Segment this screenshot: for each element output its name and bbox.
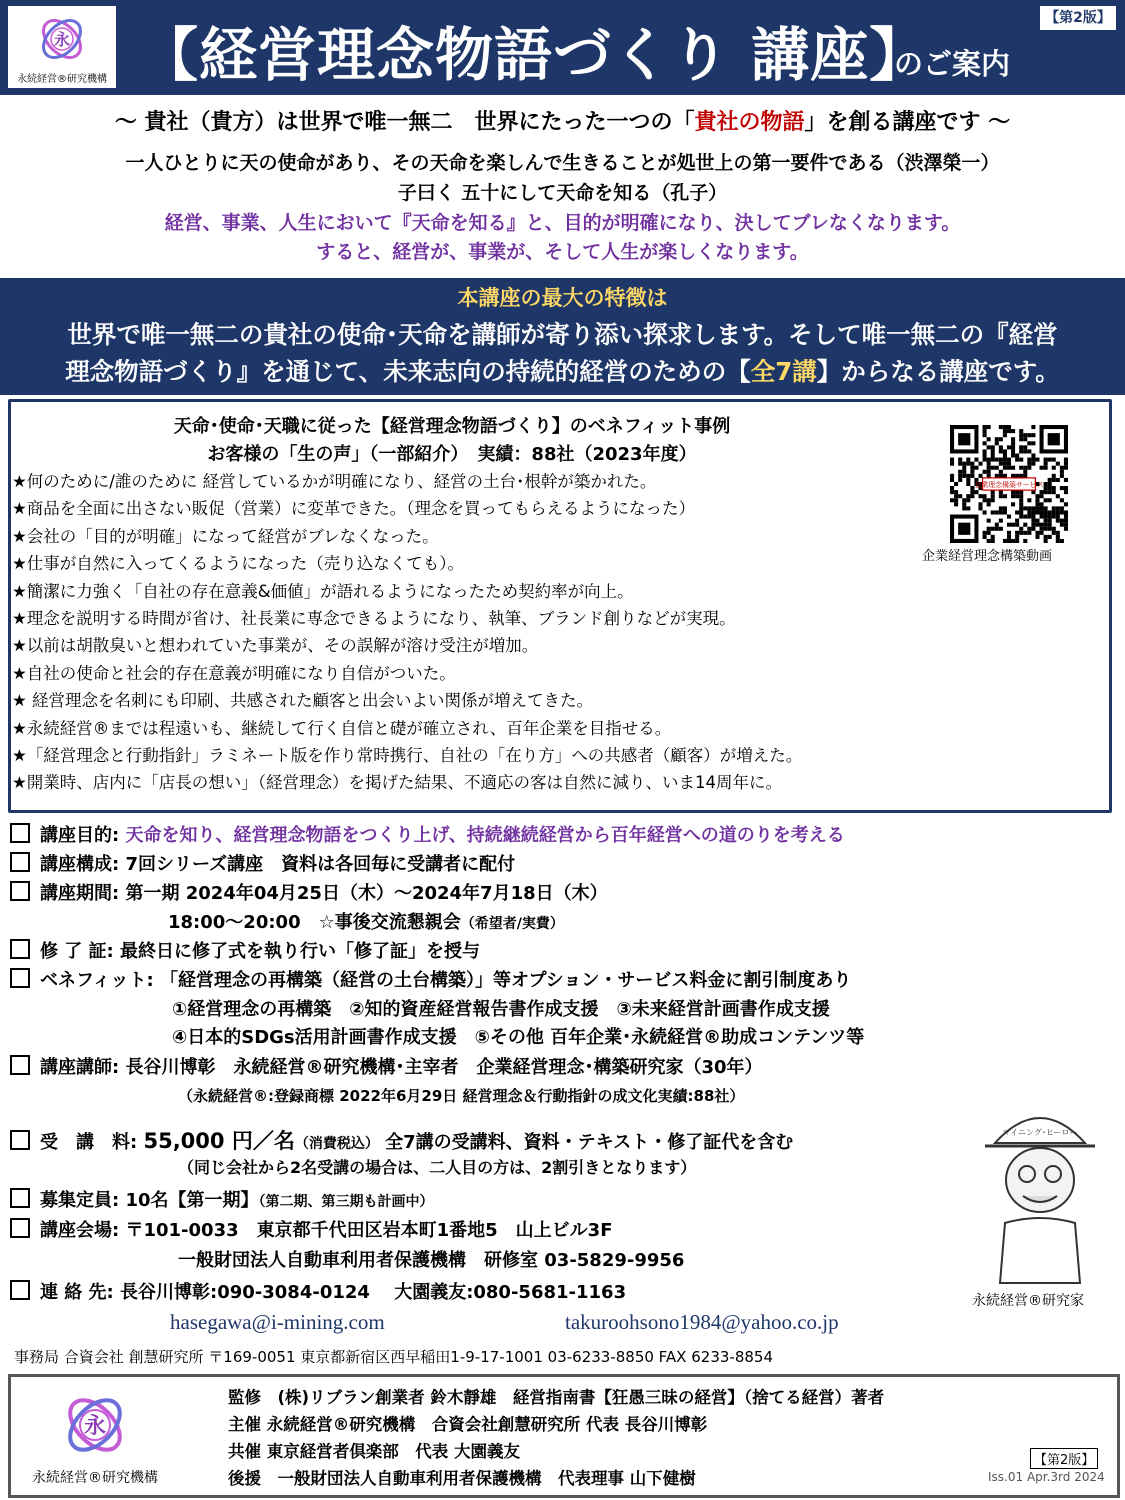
tagline-emphasis: 貴社の物語	[694, 110, 805, 135]
period-value: 第一期 2024年04月25日（木）～2024年7月18日（木）	[125, 883, 608, 904]
page-title: 【経営理念物語づくり 講座】	[140, 21, 929, 89]
footer-edition: 【第2版】	[1030, 1448, 1098, 1469]
footer-support: 後援 一般財団法人自動車利用者保護機構 代表理事 山下健樹	[228, 1469, 696, 1488]
benefit-item: ★会社の「目的が明確」になって経営がブレなくなった。	[12, 526, 439, 546]
footer-logo-text: 永続経営®研究機構	[32, 1470, 158, 1486]
benefit-item: ★ 経営理念を名刺にも印刷、共感された顧客と出会いよい関係が増えてきた。	[12, 691, 594, 711]
feature-band	[0, 278, 1125, 395]
feature-line-2-post: 】からなる講座です。	[816, 357, 1060, 386]
edition-badge: 【第2版】	[1040, 6, 1116, 30]
logo-text: 永続経営®研究機構	[17, 74, 107, 85]
email-hasegawa[interactable]: hasegawa@i-mining.com	[170, 1310, 385, 1334]
quote-confucius: 子曰く 五十にして天命を知る（孔子）	[397, 182, 728, 204]
row-contact: 連 絡 先: 長谷川博彰:090-3084-0124 大園義友:080-5681-1163	[10, 1278, 626, 1304]
certificate-value: 最終日に修了式を執り行い「修了証」を授与	[120, 941, 481, 962]
benefit-value: 「経営理念の再構築（経営の土台構築）」等オプション・サービス料金に割引制度あり	[160, 970, 852, 991]
mascot-hat-label: マイニング･ヒーロー	[1002, 1128, 1078, 1137]
benefit-item: ★何のために/誰のために 経営しているかが明確になり、経営の土台･根幹が築かれた。	[12, 472, 657, 491]
venue-value: 〒101-0033 東京都千代田区岩本町1番地5 山上ビル3F	[125, 1220, 613, 1241]
fee-amount: 55,000 円／名	[143, 1129, 295, 1153]
feature-line-1: 世界で唯一無二の貴社の使命･天命を講師が寄り添い探求します。そして唯一無二の『経営	[67, 320, 1058, 349]
footer-cohost: 共催 東京経営者倶楽部 代表 大園義友	[228, 1442, 520, 1461]
footer-supervise: 監修 (株)リブラン創業者 鈴木靜雄 経営指南書【狂愚三昧の経営】（捨てる経営）著者	[228, 1388, 885, 1407]
benefit-title: 天命･使命･天職に従った【経営理念物語づくり】のベネフィット事例	[173, 416, 731, 437]
row-benefit: ベネフィット: 「経営理念の再構築（経営の土台構築）」等オプション・サービス料金に割引制度あり	[10, 966, 851, 992]
benefit-options-2: ④日本的SDGs活用計画書作成支援 ⑤その他 百年企業･永続経営®助成コンテンツ等	[172, 1027, 865, 1048]
eternal-logo-icon	[8, 6, 116, 88]
logo-mark: 永	[53, 30, 71, 49]
row-lecturer: 講座講師: 長谷川博彰 永続経営®研究機構･主宰者 企業経営理念･構築研究家（30年）	[10, 1053, 763, 1079]
checkbox	[10, 852, 30, 872]
org-logo	[8, 6, 116, 88]
benefit-item: ★自社の使命と社会的存在意義が明確になり自信がついた。	[12, 663, 456, 683]
page-title-suffix: のご案内	[894, 47, 1011, 81]
qr-label: 企業理念構築サービス	[974, 480, 1044, 489]
checkbox	[10, 939, 30, 959]
checkbox	[10, 1130, 30, 1150]
feature-heading: 本講座の最大の特徴は	[457, 286, 668, 310]
mascot-icon	[975, 1088, 1105, 1288]
svg-text:永: 永	[83, 1414, 107, 1439]
issue-label: Iss.01 Apr.3rd 2024	[988, 1470, 1105, 1484]
benefit-item: ★「経営理念と行動指針」ラミネート版を作り常時携行、自社の「在り方」への共感者（顧客）が増えた。	[12, 746, 803, 765]
benefit-item: ★商品を全面に出さない販促（営業）に変革できた。（理念を買ってもらえるようになった）	[12, 499, 696, 519]
purpose-value: 天命を知り、経営理念物語をつくり上げ、持続継続経営から百年経営への道のりを考える	[125, 825, 845, 846]
footer-host: 主催 永続経営®研究機構 合資会社創慧研究所 代表 長谷川博彰	[228, 1415, 708, 1434]
feature-line-2	[0, 353, 1125, 388]
lecturer-note: （永続経営®:登録商標 2022年6月29日 経営理念＆行動指針の成文化実績:88社）	[178, 1087, 745, 1105]
checkbox	[10, 968, 30, 988]
benefit-options-1: ①経営理念の再構築 ②知的資産経営報告書作成支援 ③未来経営計画書作成支援	[172, 999, 830, 1020]
benefit-item: ★仕事が自然に入ってくるようになった（売り込なくても）。	[12, 554, 465, 574]
benefit-item: ★簡潔に力強く「自社の存在意義&価値」が語れるようになったため契約率が向上。	[12, 581, 634, 601]
secretariat-line: 事務局 合資会社 創慧研究所 〒169-0051 東京都新宿区西早稲田1-9-17-1001 03-6233-8850 FAX 6233-8854	[14, 1348, 773, 1366]
fee-note: （同じ会社から2名受講の場合は、二人目の方は、2割引きとなります）	[178, 1158, 697, 1177]
row-certificate: 修 了 証: 最終日に修了式を執り行い「修了証」を授与	[10, 937, 480, 963]
benefit-item: ★開業時、店内に「店長の想い」（経営理念）を掲げた結果、不適応の客は自然に減り、いま14周年に。	[12, 773, 783, 793]
quote-joy: すると、経営が、事業が、そして人生が楽しくなります。	[316, 241, 809, 263]
checkbox	[10, 1055, 30, 1075]
fee-detail: 全7講の受講料、資料・テキスト・修了証代を含む	[385, 1132, 794, 1153]
row-period: 講座期間: 第一期 2024年04月25日（木）～2024年7月18日（木）	[10, 879, 608, 905]
checkbox	[10, 881, 30, 901]
feature-line-2-pre: 理念物語づくり』を通じて、未来志向の持続的経営のための【	[65, 357, 751, 386]
row-structure: 講座構成: 7回シリーズ講座 資料は各回毎に受講者に配付	[10, 850, 515, 876]
row-purpose: 講座目的: 天命を知り、経営理念物語をつくり上げ、持続継続経営から百年経営への道のりを考える	[10, 821, 845, 847]
capacity-value: 10名【第一期】	[125, 1190, 259, 1211]
benefit-item: ★永続経営®までは程遠いも、継続して行く自信と礎が確立され、百年企業を目指せる。	[12, 718, 672, 738]
quote-shibusawa: 一人ひとりに天の使命があり、その天命を楽しんで生きることが処世上の第一要件である（渋澤榮一）	[125, 152, 1000, 174]
benefit-item: ★理念を説明する時間が省け、社長業に専念できるようになり、執筆、ブランド創りなどが実現。	[12, 609, 736, 628]
checkbox	[10, 1218, 30, 1238]
tagline	[0, 105, 1125, 136]
row-fee: 受 講 料: 55,000 円／名（消費税込） 全7講の受講料、資料・テキスト・修了証代を含む	[10, 1125, 793, 1155]
venue-room: 一般財団法人自動車利用者保護機構 研修室 03-5829-9956	[178, 1250, 685, 1271]
quote-mission: 経営、事業、人生において『天命を知る』と、目的が明確になり、決してブレなくなります。	[164, 212, 961, 234]
tagline-pre: ～ 貴社（貴方）は世界で唯一無二 世界にたった一つの「	[114, 110, 695, 135]
footer-logo-icon	[20, 1380, 180, 1490]
checkbox	[10, 823, 30, 843]
benefit-subtitle: お客様の「生の声」（一部紹介） 実績：88社（2023年度）	[207, 444, 697, 465]
feature-line-2-emphasis: 全7講	[750, 357, 817, 386]
lecturer-value: 長谷川博彰 永続経営®研究機構･主宰者 企業経営理念･構築研究家（30年）	[125, 1057, 763, 1078]
qr-code-icon[interactable]	[950, 425, 1068, 543]
row-venue: 講座会場: 〒101-0033 東京都千代田区岩本町1番地5 山上ビル3F	[10, 1216, 613, 1242]
row-capacity: 募集定員: 10名【第一期】（第二期、第三期も計画中）	[10, 1186, 434, 1212]
contact-value: 長谷川博彰:090-3084-0124 大園義友:080-5681-1163	[120, 1282, 627, 1303]
structure-value: 7回シリーズ講座 資料は各回毎に受講者に配付	[125, 854, 516, 875]
qr-caption: 企業経営理念構築動画	[922, 549, 1053, 564]
checkbox	[10, 1280, 30, 1300]
tagline-post: 」を創る講座です ～	[804, 110, 1011, 135]
period-time: 18:00～20:00 ☆事後交流懇親会（希望者/実費）	[168, 912, 564, 933]
mascot-caption: 永続経営®研究家	[972, 1293, 1084, 1309]
email-ohsono[interactable]: takuroohsono1984@yahoo.co.jp	[565, 1310, 839, 1334]
benefit-item: ★以前は胡散臭いと想われていた事業が、その誤解が溶け受注が増加。	[12, 636, 539, 656]
checkbox	[10, 1188, 30, 1208]
